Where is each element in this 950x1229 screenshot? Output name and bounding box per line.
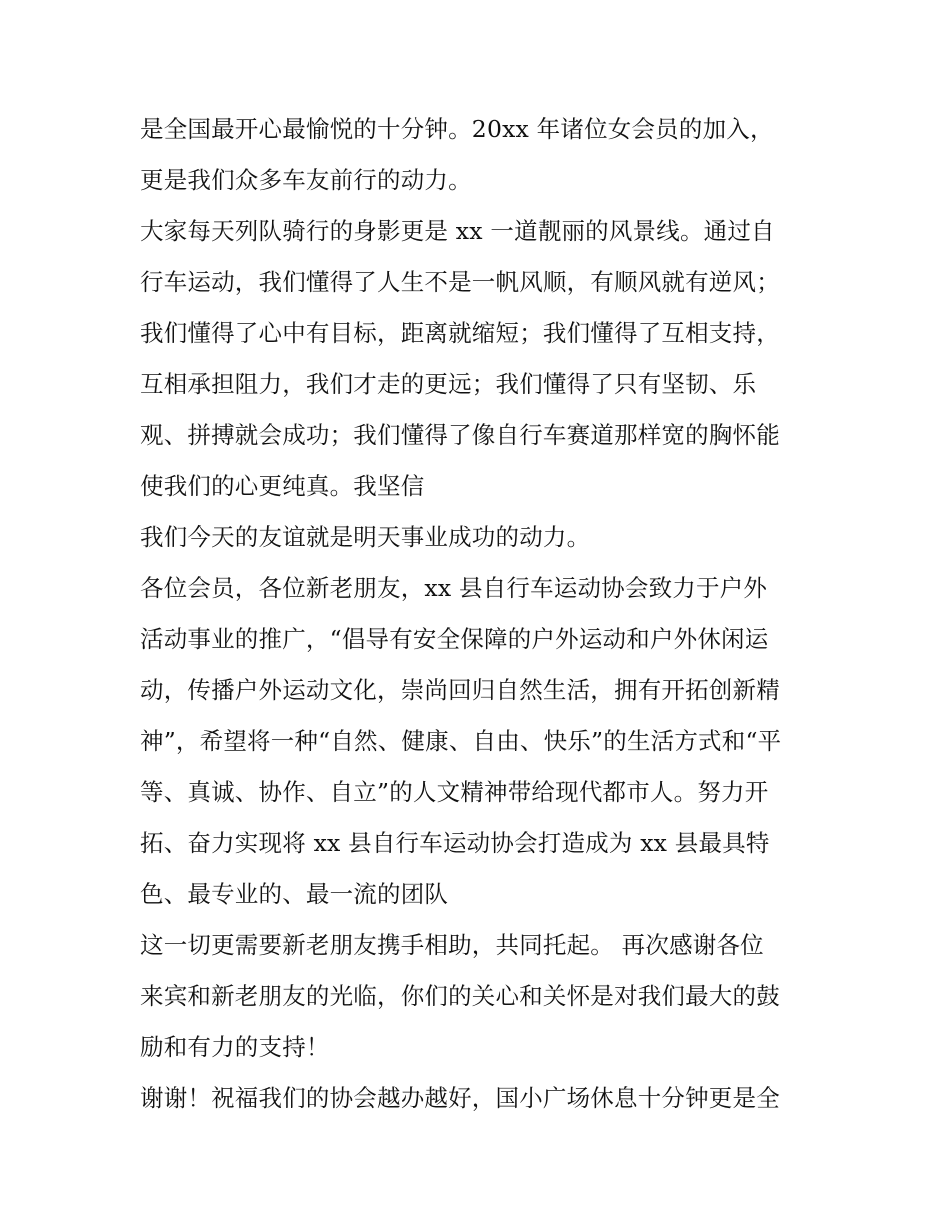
text-line: 这一切更需要新老朋友携手相助，共同托起。 再次感谢各位 [140,931,764,959]
text-line: 我们懂得了心中有目标，距离就缩短；我们懂得了互相支持， [140,319,780,347]
text-line: 互相承担阻力，我们才走的更远；我们懂得了只有坚韧、乐 [140,370,757,398]
text-line: 励和有力的支持！ [140,1033,330,1061]
text-line: 行车运动，我们懂得了人生不是一帆风顺，有顺风就有逆风； [140,268,780,296]
text-line: 我们今天的友谊就是明天事业成功的动力。 [140,523,591,551]
text-line: 等、真诚、协作、自立”的人文精神带给现代都市人。努力开 [140,778,769,806]
text-line: 大家每天列队骑行的身影更是 xx 一道靓丽的风景线。通过自 [140,217,775,245]
text-line: 来宾和新老朋友的光临，你们的关心和关怀是对我们最大的鼓 [140,982,780,1010]
text-line: 动，传播户外运动文化，崇尚回归自然生活，拥有开拓创新精 [140,676,780,704]
text-line: 活动事业的推广，“倡导有安全保障的户外运动和户外休闲运 [140,625,769,653]
text-line: 观、拼搏就会成功；我们懂得了像自行车赛道那样宽的胸怀能 [140,421,780,449]
text-line: 各位会员，各位新老朋友，xx 县自行车运动协会致力于户外 [140,574,768,602]
text-line: 使我们的心更纯真。我坚信 [140,472,425,500]
text-line: 谢谢！祝福我们的协会越办越好，国小广场休息十分钟更是全 [140,1084,780,1112]
text-line: 是全国最开心最愉悦的十分钟。20xx 年诸位女会员的加入， [140,115,774,143]
body-text [140,104,830,1124]
text-line: 色、最专业的、最一流的团队 [140,880,449,908]
text-line: 拓、奋力实现将 xx 县自行车运动协会打造成为 xx 县最具特 [140,829,770,857]
text-line: 更是我们众多车友前行的动力。 [140,166,472,194]
text-line: 神”，希望将一种“自然、健康、自由、快乐”的生活方式和“平 [140,727,782,755]
